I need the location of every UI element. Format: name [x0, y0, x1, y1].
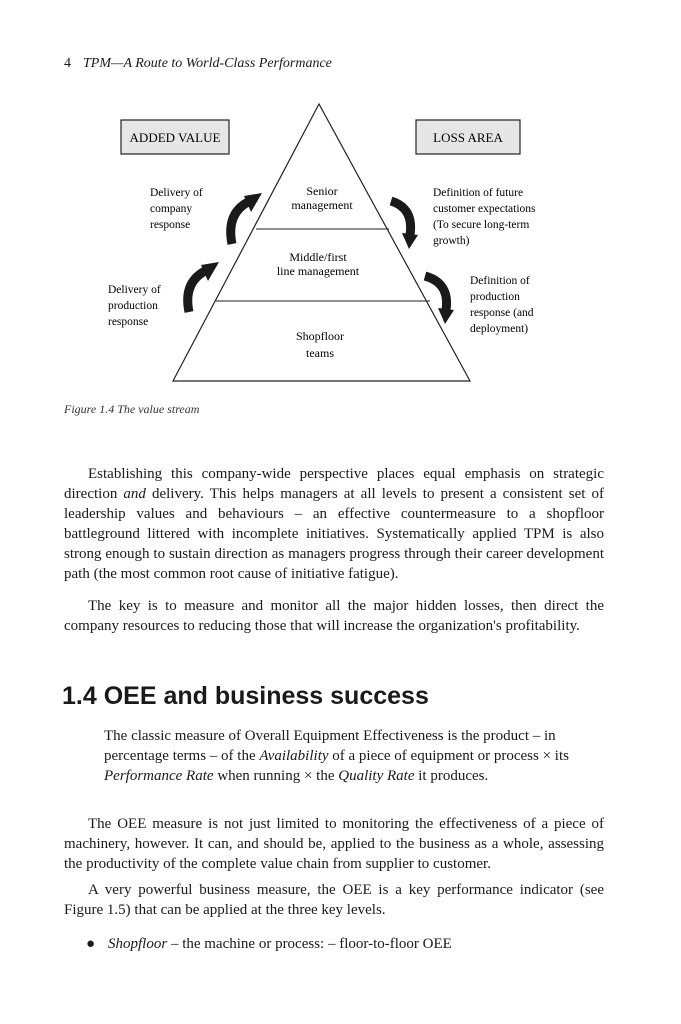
left-label-2-line1: Delivery of: [108, 284, 161, 296]
paragraph-3-text: The OEE measure is not just limited to monitoring the effectiveness of a piece of machinery, however. It can, and should be, applied to the business as a whole, assessing the productivity of the complete value chain from supplier to customer.: [64, 816, 604, 872]
right-label-1-line4: growth): [433, 235, 470, 247]
oee-def-part4: it produces.: [414, 768, 489, 784]
paragraph-2-text: The key is to measure and monitor all the major hidden losses, then direct the company resources to reducing those that will increase the organization's profitability.: [64, 598, 604, 634]
value-stream-figure: [0, 0, 681, 400]
page-number: 4: [64, 56, 71, 71]
oee-definition: [104, 726, 570, 786]
added-value-label: ADDED VALUE: [129, 130, 221, 145]
running-title: TPM—A Route to World-Class Performance: [83, 56, 332, 71]
oee-def-availability: Availability: [259, 748, 329, 764]
paragraph-4-text: A very powerful business measure, the OEE is a key performance indicator (see Figure 1.5) that can be applied at the three key levels.: [64, 882, 604, 918]
paragraph-1-start: Establishing this company-wide perspective places equal emphasis on strategic direction: [64, 466, 604, 502]
right-label-2-line2: production: [470, 291, 520, 303]
curved-arrow-up-left-1-icon: [231, 193, 262, 244]
tier-senior-line2: management: [291, 198, 353, 212]
right-label-2-line1: Definition of: [470, 275, 530, 287]
curved-arrow-down-right-2-icon: [425, 276, 454, 324]
paragraph-1-emphasis: and: [123, 486, 146, 502]
left-label-1-line3: response: [150, 219, 191, 231]
loss-area-label: LOSS AREA: [433, 130, 503, 145]
paragraph-4: [64, 880, 604, 920]
curved-arrow-down-right-1-icon: [391, 201, 418, 249]
right-label-2-line4: deployment): [470, 323, 529, 335]
left-label-1-line1: Delivery of: [150, 187, 203, 199]
curved-arrow-up-left-2-icon: [188, 262, 219, 312]
oee-def-part2: of a piece of equipment or process × its: [328, 748, 569, 764]
paragraph-1: [64, 464, 604, 584]
right-label-1-line3: (To secure long-term: [433, 219, 530, 231]
left-label-2-line2: production: [108, 300, 158, 312]
left-label-2-line3: response: [108, 316, 149, 328]
oee-def-part3: when running × the: [213, 768, 339, 784]
right-label-1-line1: Definition of future: [433, 187, 524, 199]
tier-middle-line1: Middle/first: [289, 250, 347, 264]
left-label-1-line2: company: [150, 203, 193, 215]
oee-def-performance: Performance Rate: [104, 768, 214, 784]
tier-shopfloor-line2: teams: [306, 346, 334, 360]
paragraph-2: [64, 596, 604, 636]
paragraph-1-end: delivery. This helps managers at all levels to present a consistent set of leadership values and behaviours – an effective countermeasure to a shopfloor battleground littered with incomplete initiatives. Systematically applied TPM is also strong enough to sustain direction as managers progress through their career development path (the most common root cause of initiative fatigue).: [64, 486, 604, 582]
right-label-1-line2: customer expectations: [433, 203, 536, 215]
bullet-dot-icon: ●: [86, 936, 96, 952]
tier-middle-line2: line management: [276, 264, 360, 278]
value-stream-diagram: [0, 0, 681, 400]
tier-shopfloor-line1: Shopfloor: [296, 329, 344, 343]
figure-caption: Figure 1.4 The value stream: [64, 402, 200, 416]
oee-def-part1: The classic measure of Overall Equipment Effectiveness is the product – in percentage terms – of the: [104, 728, 556, 764]
right-label-2-line3: response (and: [470, 307, 534, 319]
bullet-shopfloor: [86, 934, 452, 954]
paragraph-3: [64, 814, 604, 874]
oee-def-quality: Quality Rate: [338, 768, 415, 784]
bullet-text: – the machine or process: – floor-to-floor OEE: [167, 936, 452, 952]
bullet-term: Shopfloor: [108, 936, 168, 952]
section-title: 1.4 OEE and business success: [62, 682, 429, 710]
tier-senior-line1: Senior: [306, 184, 338, 198]
